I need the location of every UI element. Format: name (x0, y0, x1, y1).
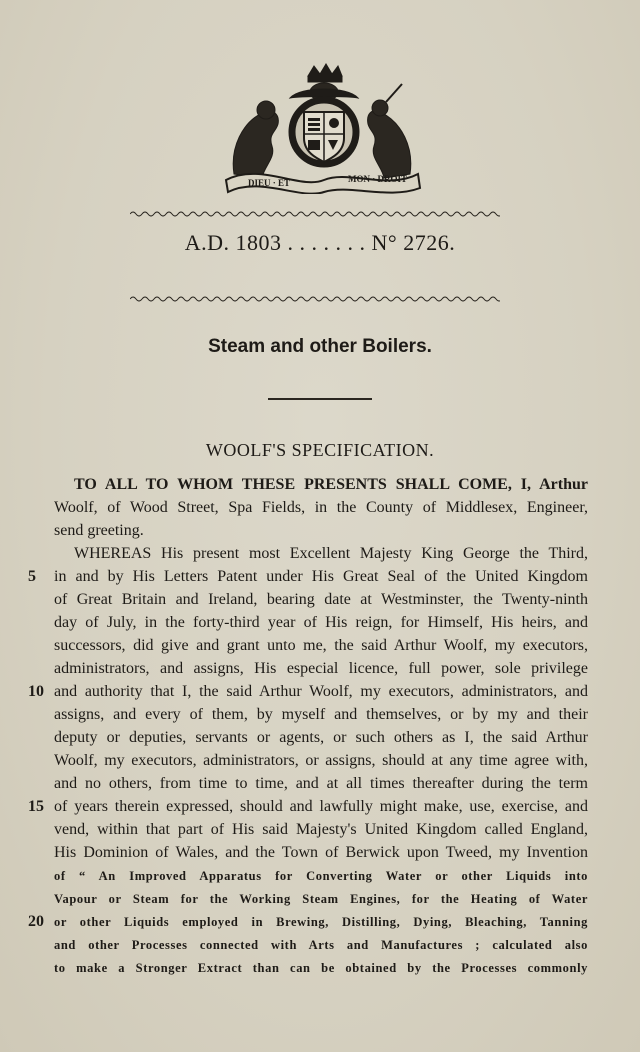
body-line-6: of Great Britain and Ireland, bearing date at Westminster, the Twenty-ninth (54, 591, 588, 608)
svg-text:MON · DROIT: MON · DROIT (348, 174, 408, 184)
body-line-8: successors, did give and grant unto me, the said Arthur Woolf, my executors, (54, 637, 588, 654)
body-line-20: or other Liquids employed in Brewing, Distilling, Dying, Bleaching, Tanning (54, 915, 588, 929)
svg-text:DIEU · ET: DIEU · ET (248, 178, 291, 188)
body-line-9: administrators, and assigns, His especial licence, full power, sole privilege (54, 660, 588, 677)
subject-title: Steam and other Boilers. (208, 336, 432, 357)
body-line-10: and authority that I, the said Arthur Woolf, my executors, administrators, and (54, 683, 588, 700)
body-line-22: to make a Stronger Extract than can be obtained by the Processes commonly (54, 961, 588, 975)
divider-rule (268, 398, 372, 400)
body-line-1: TO ALL TO WHOM THESE PRESENTS SHALL COME, I, Arthur (74, 476, 588, 493)
line-number-20: 20 (28, 913, 44, 930)
body-line-16: vend, within that part of His said Majesty's United Kingdom called England, (54, 821, 588, 838)
body-line-21: and other Processes connected with Arts and Manufactures ; calculated also (54, 938, 588, 952)
body-line-5: in and by His Letters Patent under His Great Seal of the United Kingdom (54, 568, 588, 585)
body-line-3: send greeting. (54, 522, 144, 539)
line-number-10: 10 (28, 683, 44, 700)
body-line-17: His Dominion of Wales, and the Town of Berwick upon Tweed, my Invention (54, 844, 588, 861)
patent-year: A.D. 1803 (184, 230, 282, 255)
royal-coat-of-arms (220, 62, 424, 194)
patent-number: N° 2726. (371, 230, 456, 255)
body-line-15: of years therein expressed, should and lawfully might make, use, exercise, and (54, 798, 588, 815)
body-line-7: day of July, in the forty-third year of His reign, for Himself, His heirs, and (54, 614, 588, 631)
ornamental-rule-bottom (130, 295, 500, 303)
body-line-13: Woolf, my executors, administrators, or assigns, should at any time agree with, (54, 752, 588, 769)
body-line-12: deputy or deputies, servants or agents, or such others as I, the said Arthur (54, 729, 588, 746)
body-line-2: Woolf, of Wood Street, Spa Fields, in the County of Middlesex, Engineer, (54, 499, 588, 516)
body-line-4: WHEREAS His present most Excellent Majesty King George the Third, (74, 545, 588, 562)
specification-title: WOOLF'S SPECIFICATION. (205, 440, 435, 460)
body-line-18: of “ An Improved Apparatus for Converting Water or other Liquids into (54, 869, 588, 883)
body-line-19: Vapour or Steam for the Working Steam Engines, for the Heating of Water (54, 892, 588, 906)
heading-dots: . . . . . . . (287, 230, 366, 255)
line-number-15: 15 (28, 798, 44, 815)
body-line-11: assigns, and every of them, by myself and themselves, or by my and their (54, 706, 588, 723)
body-line-14: and no others, from time to time, and at all times thereafter during the term (54, 775, 588, 792)
line-number-5: 5 (28, 568, 36, 585)
patent-heading (0, 230, 640, 256)
ornamental-rule-top (130, 210, 500, 218)
